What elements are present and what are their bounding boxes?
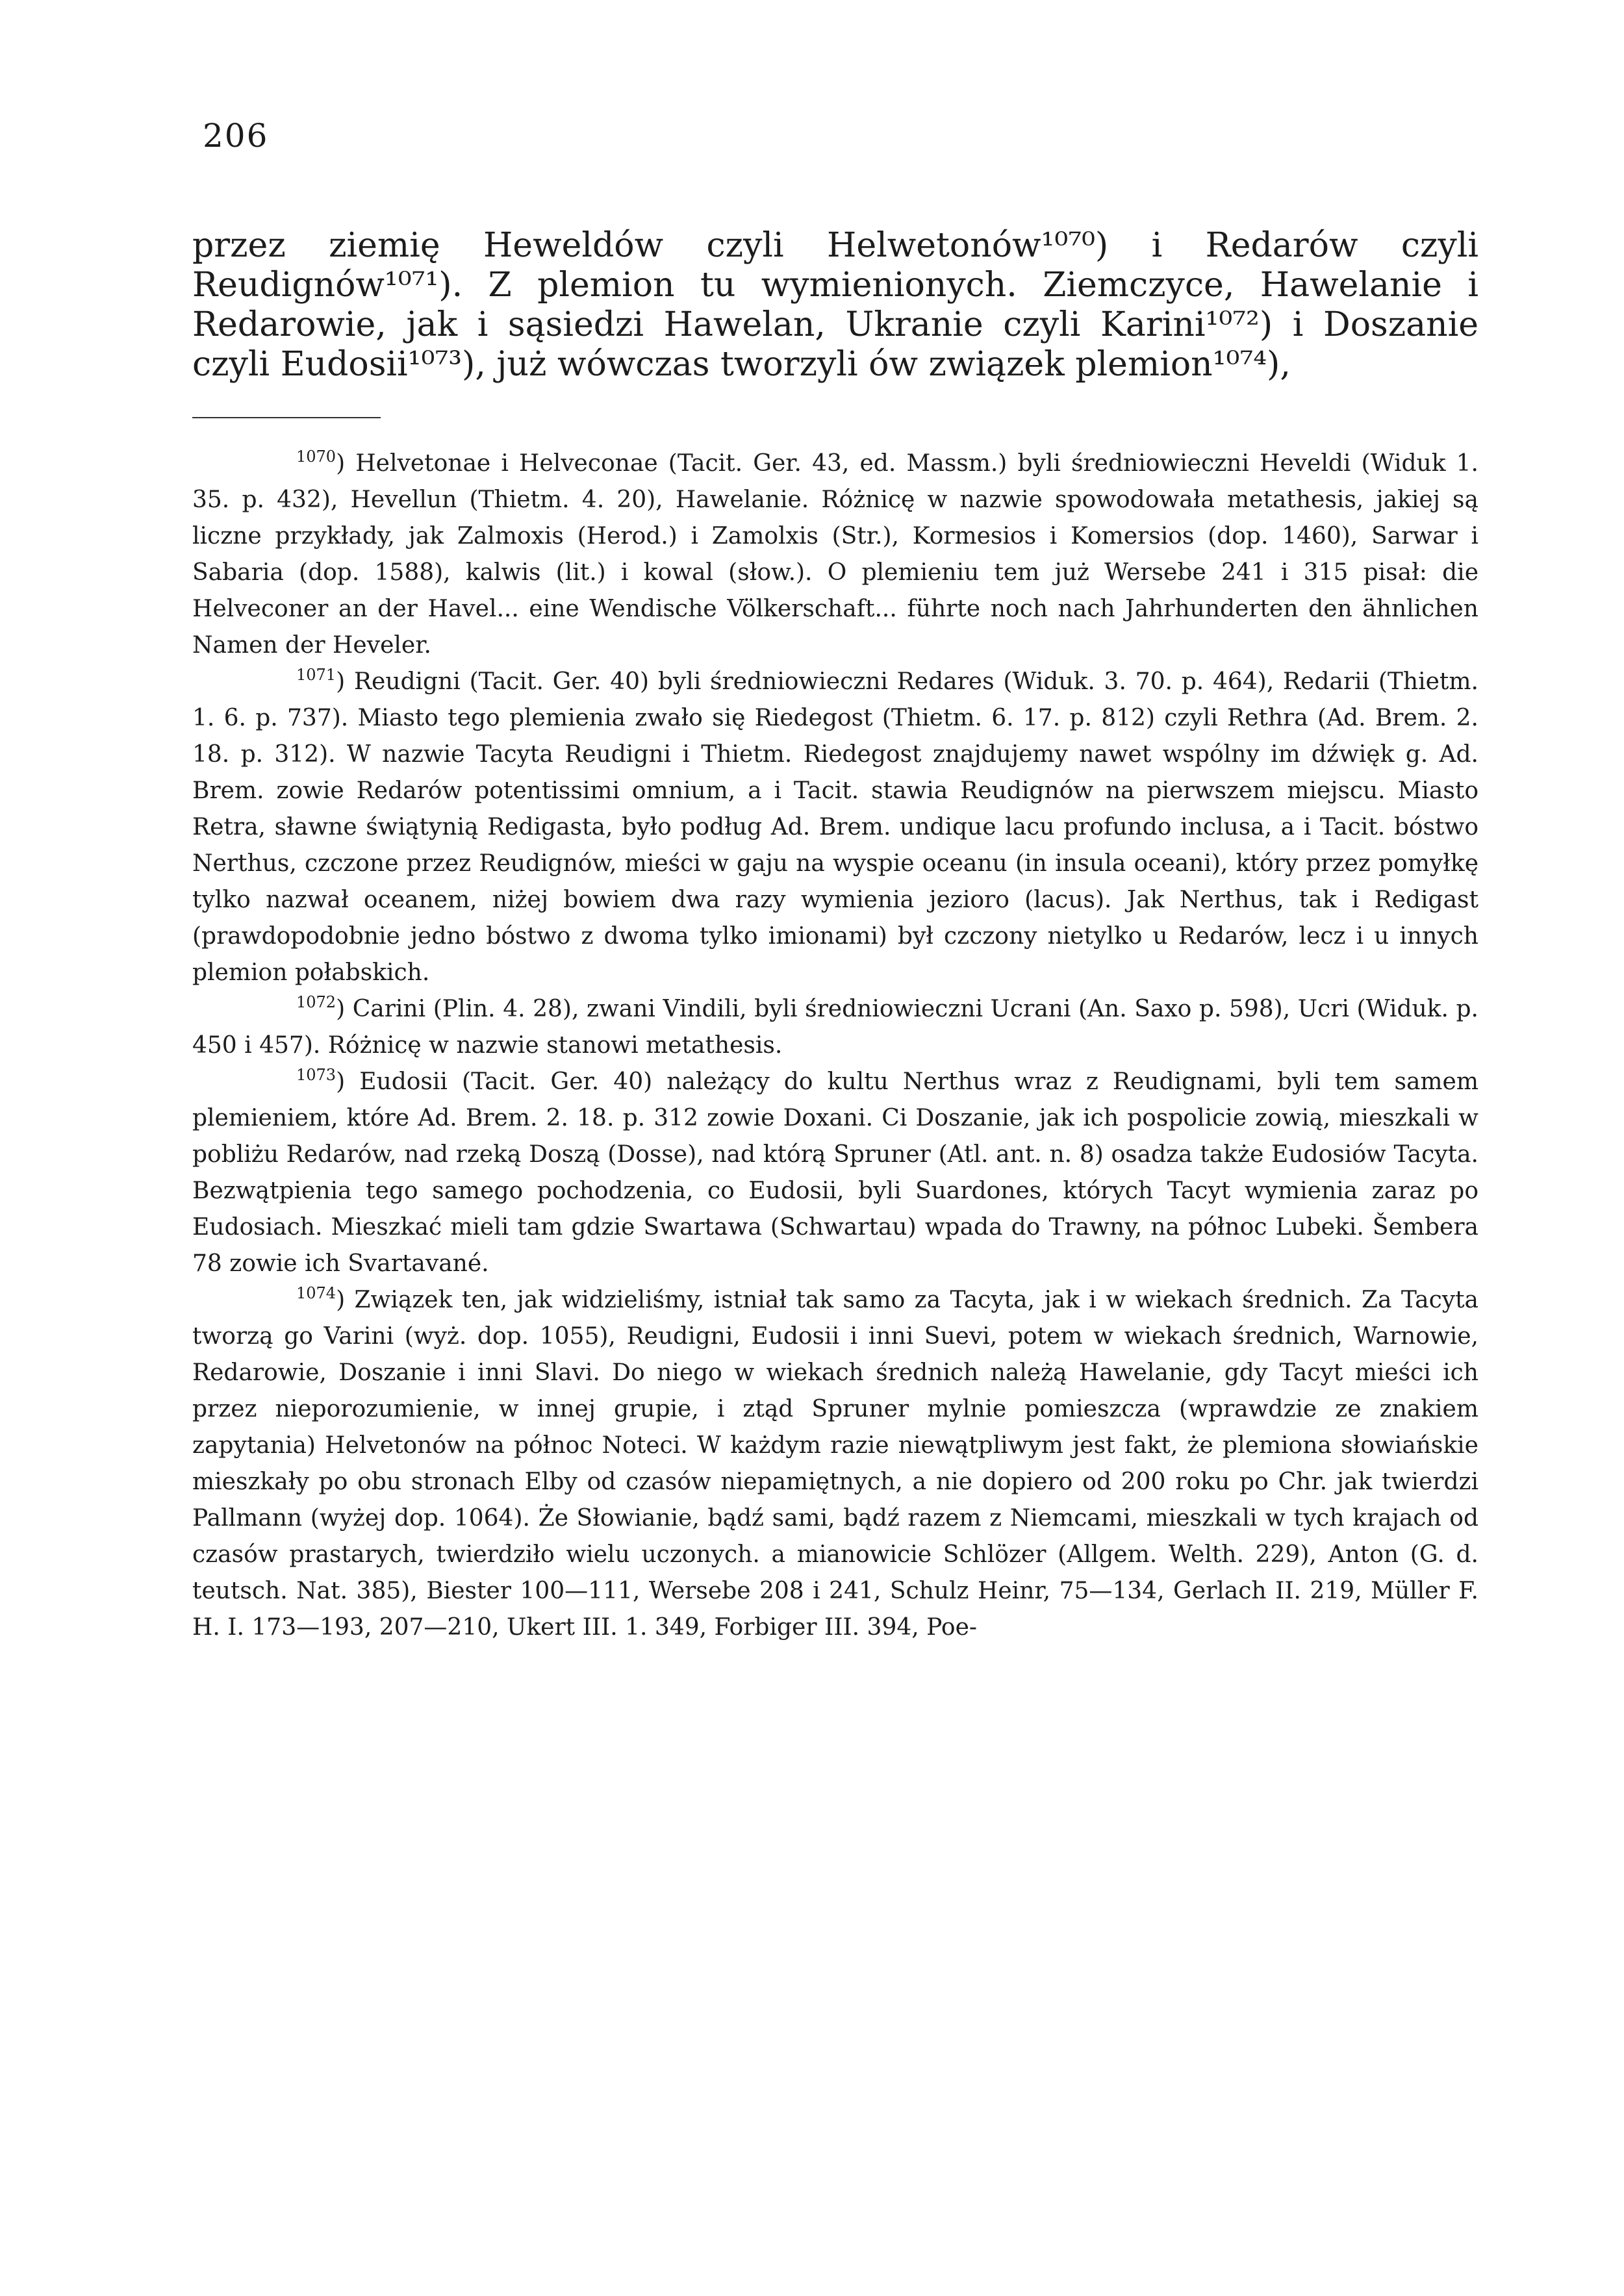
footnote-1072 — [192, 991, 1478, 1064]
footnote-text: Reudigni (Tacit. Ger. 40) byli średniowieczni Redares (Widuk. 3. 70. p. 464), Redarii (Thietm. 1. 6. p. 737). Miasto tego plemienia zwało się Riedegost (Thietm. 6. 17. p. 812) czyli Rethra (Ad. Brem. 2. 18. p. 312). W nazwie Tacyta Reudigni i Thietm. Riedegost znajdujemy nawet wspólny im dźwięk g. Ad. Brem. zowie Redarów potentissimi omnium, a i Tacit. stawia Reudignów na pierwszem miejscu. Miasto Retra, sławne świątynią Redigasta, było podług Ad. Brem. undique lacu profundo inclusa, a i Tacit. bóstwo Nerthus, czczone przez Reudignów, mieści w gaju na wyspie oceanu (in insula oceani), który przez pomyłkę tylko nazwał oceanem, niżej bowiem dwa razy wymienia jezioro (lacus). Jak Nerthus, tak i Redigast (prawdopodobnie jedno bóstwo z dwoma tylko imionami) był czczony nietylko u Redarów, lecz i u innych plemion połabskich. — [192, 668, 1478, 986]
footnote-mark: 1073 — [296, 1066, 336, 1084]
footnote-mark-paren: ) — [336, 996, 353, 1022]
footnote-mark-paren: ) — [336, 668, 354, 695]
footnote-1070 — [192, 446, 1478, 664]
footnote-mark-paren: ) — [336, 1068, 360, 1095]
footnote-text: Carini (Plin. 4. 28), zwani Vindili, byli średniowieczni Ucrani (An. Saxo p. 598), Ucri (Widuk. p. 450 i 457). Różnicę w nazwie stanowi metathesis. — [192, 996, 1478, 1059]
footnote-mark: 1071 — [296, 666, 336, 684]
footnote-mark-paren: ) — [336, 450, 356, 477]
page-number: 206 — [203, 117, 269, 155]
footnote-text: Helvetonae i Helveconae (Tacit. Ger. 43, ed. Massm.) byli średniowieczni Heveldi (Widuk 1. 35. p. 432), Hevellun (Thietm. 4. 20), Hawelanie. Różnicę w nazwie spowodowała metathesis, jakiej są liczne przykłady, jak Zalmoxis (Herod.) i Zamolxis (Str.), Kormesios i Komersios (dop. 1460), Sarwar i Sabaria (dop. 1588), kalwis (lit.) i kowal (słow.). O plemieniu tem już Wersebe 241 i 315 pisał: die Helveconer an der Havel... eine Wendische Völkerschaft... führte noch nach Jahrhunderten den ähnlichen Namen der Heveler. — [192, 450, 1478, 659]
footnotes — [192, 446, 1478, 1646]
footnote-mark-paren: ) — [336, 1287, 355, 1313]
footnote-text: Związek ten, jak widzieliśmy, istniał tak samo za Tacyta, jak i w wiekach średnich. Za Tacyta tworzą go Varini (wyż. dop. 1055), Reudigni, Eudosii i inni Suevi, potem w wiekach średnich, Warnowie, Redarowie, Doszanie i inni Slavi. Do niego w wiekach średnich należą Hawelanie, gdy Tacyt mieści ich przez nieporozumienie, w innej grupie, i ztąd Spruner mylnie pomieszcza (wprawdzie ze znakiem zapytania) Helvetonów na północ Noteci. W każdym razie niewątpliwym jest fakt, że plemiona słowiańskie mieszkały po obu stronach Elby od czasów niepamiętnych, a nie dopiero od 200 roku po Chr. jak twierdzi Pallmann (wyżej dop. 1064). Że Słowianie, bądź sami, bądź razem z Niemcami, mieszkali w tych krajach od czasów prastarych, twierdziło wielu uczonych. a mianowicie Schlözer (Allgem. Welth. 229), Anton (G. d. teutsch. Nat. 385), Biester 100—111, Wersebe 208 i 241, Schulz Heinr, 75—134, Gerlach II. 219, Müller F. H. I. 173—193, 207—210, Ukert III. 1. 349, Forbiger III. 394, Poe- — [192, 1287, 1478, 1641]
footnote-1073 — [192, 1064, 1478, 1282]
footnote-1071 — [192, 664, 1478, 991]
footnote-mark: 1072 — [296, 993, 336, 1011]
document-page — [192, 117, 1478, 1646]
footnote-1074 — [192, 1282, 1478, 1646]
main-text: przez ziemię Heweldów czyli Helwetonów¹⁰⁷⁰) i Redarów czyli Reudignów¹⁰⁷¹). Z plemion tu wymienionych. Ziemczyce, Hawelanie i Redarowie, jak i sąsiedzi Hawelan, Ukranie czyli Karini¹⁰⁷²) i Doszanie czyli Eudosii¹⁰⁷³), już wówczas tworzyli ów związek plemion¹⁰⁷⁴), — [192, 226, 1478, 384]
footnote-mark: 1070 — [296, 448, 336, 466]
footnote-mark: 1074 — [296, 1284, 336, 1302]
footnote-text: Eudosii (Tacit. Ger. 40) należący do kultu Nerthus wraz z Reudignami, byli tem samem plemieniem, które Ad. Brem. 2. 18. p. 312 zowie Doxani. Ci Doszanie, jak ich pospolicie zowią, mieszkali w pobliżu Redarów, nad rzeką Doszą (Dosse), nad którą Spruner (Atl. ant. n. 8) osadza także Eudosiów Tacyta. Bezwątpienia tego samego pochodzenia, co Eudosii, byli Suardones, których Tacyt wymienia zaraz po Eudosiach. Mieszkać mieli tam gdzie Swartawa (Schwartau) wpada do Trawny, na północ Lubeki. Šembera 78 zowie ich Svartavané. — [192, 1068, 1478, 1277]
footnote-separator — [192, 417, 381, 418]
